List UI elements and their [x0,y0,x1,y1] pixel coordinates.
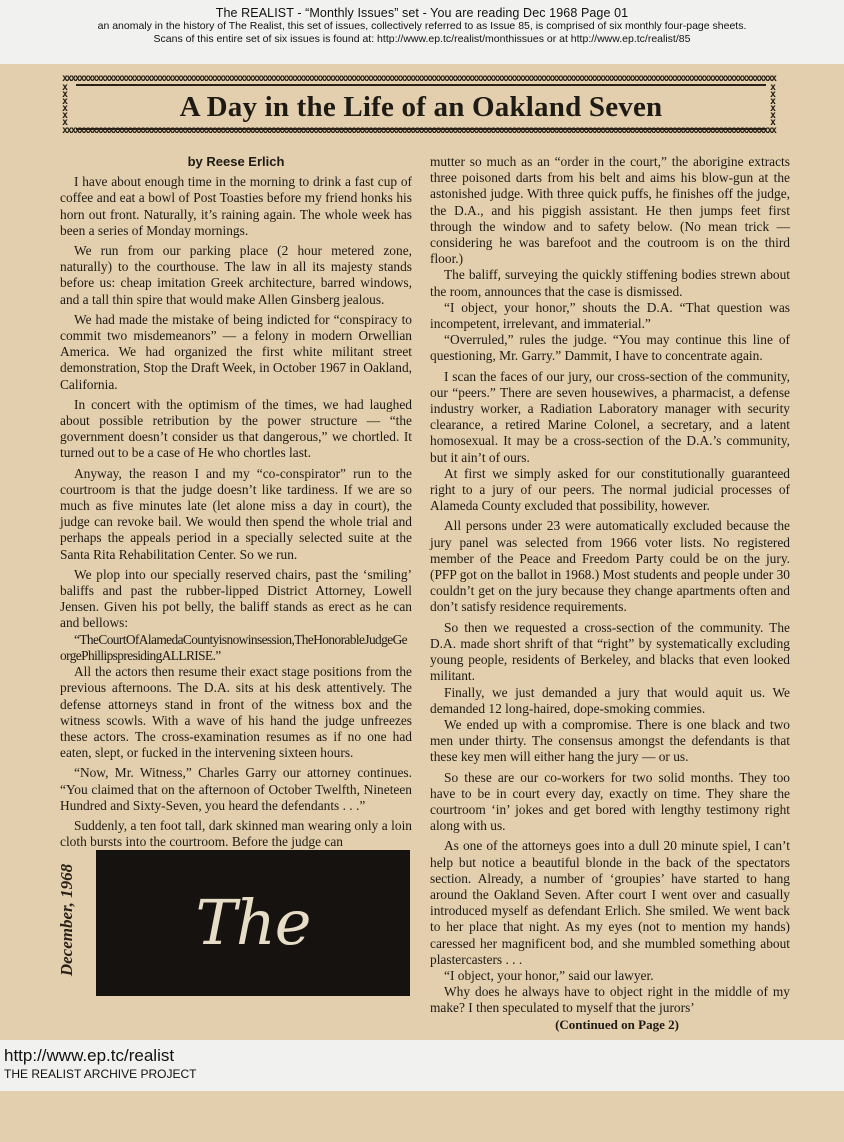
article-column-left [60,154,412,854]
issue-date-text: December, 1968 [57,863,76,977]
archive-header-note: an anomaly in the history of The Realist, this set of issues, collectively referred to as Issue 85, is comprised of six monthly four-page sheets. [97,20,747,32]
paragraph: “TheCourtOfAlamedaCountyisnowinsession,TheHonorableJudgeGeorgePhillipspresidingALLRISE.” [60,631,407,663]
decorative-border-left: x x x x x x [62,84,69,126]
paragraph: As one of the attorneys goes into a dull 20 minute spiel, I can’t help but notice a beautiful blonde in the back of the spectators section. Already, a number of ‘groupies’ have started to hang around the Oakland Seven. After court I went over and casually introduced myself as defendant Erlich. She smiled. We went back to her place that night. As my eyes (not to mention my hands) caressed her magnificent bod, and she mumbled something about plastercasters . . . [430,838,790,967]
paragraph: Anyway, the reason I and my “co-conspirator” run to the courtroom is that the judge doesn’t like tardiness. If we are so much as five minutes late (let alone miss a day in court), the judge can revoke bail. We would then spend the whole trial and perhaps the appeals period in a specially selected suite at the Santa Rita Rehabilitation Center. So we run. [60,465,412,562]
paragraph: Suddenly, a ten foot tall, dark skinned man wearing only a loin cloth bursts into the courtroom. Before the judge can [60,817,412,850]
paragraph: All the actors then resume their exact stage positions from the previous afternoons. The D.A. sits at his desk attentively. The defense attorneys stand in front of the witness box and the witness scowls. With a wave of his hand the judge unfreezes these actors. The cross-examination resumes as if no one had eaten, slept, or fucked in the intervening sixteen hours. [60,664,412,761]
realist-masthead-logo [96,850,410,996]
decorative-border-top: xxxxxxxxxxxxxxxxxxxxxxxxxxxxxxxxxxxxxxxxxxxxxxxxxxxxxxxxxxxxxxxxxxxxxxxxxxxxxxxxxxxxxxxxxxxxxxxxxxxxxxxxxxxxxxxxxxxxxxxxxxxxxxxxxxxxxxxxxxxxxxxxxxxxxxxxxxxxxxxxxxxxxxxxx [62,74,776,84]
paragraph: I scan the faces of our jury, our cross-section of the community, our “peers.” There are seven housewives, a pharmacist, a defense industry worker, a Radiation Laboratory manager with security clearance, a retired Marine Colonel, a secretary, and a latent homosexual. It may be a cross-section of the D.A.’s community, but it ain’t of ours. [430,368,790,465]
paragraph: We ended up with a compromise. There is one black and two men under thirty. The consensus amongst the defendants is that these key men will either hang the jury — or us. [430,716,790,765]
paragraph: We had made the mistake of being indicted for “conspiracy to commit two misdemeanors” — a felony in modern Orwellian America. We had organized the first white militant street demonstration, Stop the Draft Week, in October 1967 in Oakland, California. [60,311,412,392]
paragraph: “Now, Mr. Witness,” Charles Garry our attorney continues. “You claimed that on the afternoon of October Twelfth, Nineteen Hundred and Sixty-Seven, you heard the defendants . . .” [60,765,412,813]
headline-banner [62,74,780,136]
byline: by Reese Erlich [187,154,285,169]
paragraph: We plop into our specially reserved chairs, past the ‘smiling’ baliffs and past the rubber-lipped District Attorney, Lowell Jensen. Given his pot belly, the baliff stands as erect as he can and bellows: [60,566,412,631]
decorative-border-right: x x x x x x [770,84,777,126]
archive-header-title: The REALIST - “Monthly Issues” set - You are reading Dec 1968 Page 01 [215,6,629,20]
archive-header [0,0,844,64]
paragraph: At first we simply asked for our constitutionally guaranteed right to a jury of our peers. The normal judicial processes of Alameda County excluded that possibility, however. [430,465,790,514]
paragraph: All persons under 23 were automatically excluded because the jury panel was selected from 1966 voter lists. No registered member of the Peace and Freedom Party could be on the jury. (PFP got on the ballot in 1968.) Most students and people under 30 couldn’t get on the jury because they change apartments often and don’t satisfy residence requirements. [430,518,790,615]
paragraph: mutter so much as an “order in the court,” the aborigine extracts three poisoned darts from his belt and aims his blow-gun at the astonished judge. With three quick puffs, he finishes off the judge, the D.A., and his piggish assistant. He then jumps feet first through the window and to safety below. (No mean trick — considering he was barefoot and the coutroom is on the third floor.) [430,154,790,267]
article-column-right [430,154,790,1037]
archive-footer-url[interactable]: http://www.ep.tc/realist [4,1046,175,1065]
archive-footer [0,1040,844,1091]
paragraph: In concert with the optimism of the times, we had laughed about possible retribution by the power structure — “the government doesn’t consider us that dangerous,” we chortled. It turned out to be a case of He who chortles last. [60,396,412,461]
paragraph: I have about enough time in the morning to drink a fast cup of coffee and eat a bowl of Post Toasties before my friend honks his horn out front. Naturally, it’s raining again. The whole week has been a series of Monday mornings. [60,174,412,238]
paragraph: “I object, your honor,” shouts the D.A. “That question was incompetent, irrelevant, and immaterial.” [430,299,790,332]
masthead-text: The [195,886,311,959]
paragraph: So these are our co-workers for two solid months. They too have to be in court every day, exactly on time. They share the courtroom ‘in’ jokes and get bored with lengthy testimony right along with us. [430,769,790,834]
article-headline: A Day in the Life of an Oakland Seven [76,84,766,130]
paragraph: “I object, your honor,” said our lawyer. [444,967,654,983]
archive-header-links: Scans of this entire set of six issues is found at: http://www.ep.tc/realist/monthissues or at http://www.ep.tc/realist/85 [153,33,691,45]
paragraph: So then we requested a cross-section of the community. The D.A. made short shrift of that “right” by systematically excluding young people, residents of Berkeley, and blacks that even looked militant. [430,619,790,684]
decorative-border-bottom: xxxxxxxxxxxxxxxxxxxxxxxxxxxxxxxxxxxxxxxxxxxxxxxxxxxxxxxxxxxxxxxxxxxxxxxxxxxxxxxxxxxxxxxxxxxxxxxxxxxxxxxxxxxxxxxxxxxxxxxxxxxxxxxxxxxxxxxxxxxxxxxxxxxxxxxxxxxxxxxxxxxxxxxxx [62,126,776,136]
archive-footer-project: THE REALIST ARCHIVE PROJECT [4,1067,197,1081]
paragraph: The baliff, surveying the quickly stiffening bodies strewn about the room, announces that the case is dismissed. [430,267,790,299]
paragraph: Finally, we just demanded a jury that would aquit us. We demanded 12 long-haired, dope-smoking commies. [430,684,790,716]
paragraph: We run from our parking place (2 hour metered zone, naturally) to the courthouse. The law in all its majesty stands before us: cheap imitation Greek architecture, barred windows, and a tall thin spire that would make Allen Ginsberg jealous. [60,243,412,307]
paragraph: Why does he always have to object right in the middle of my make? I then speculated to myself that the jurors’ [430,984,790,1016]
paragraph: “Overruled,” rules the judge. “You may continue this line of questioning, Mr. Garry.” Dammit, I have to concentrate again. [430,332,790,364]
issue-date-vertical [52,850,82,990]
continued-note: (Continued on Page 2) [555,1016,679,1032]
